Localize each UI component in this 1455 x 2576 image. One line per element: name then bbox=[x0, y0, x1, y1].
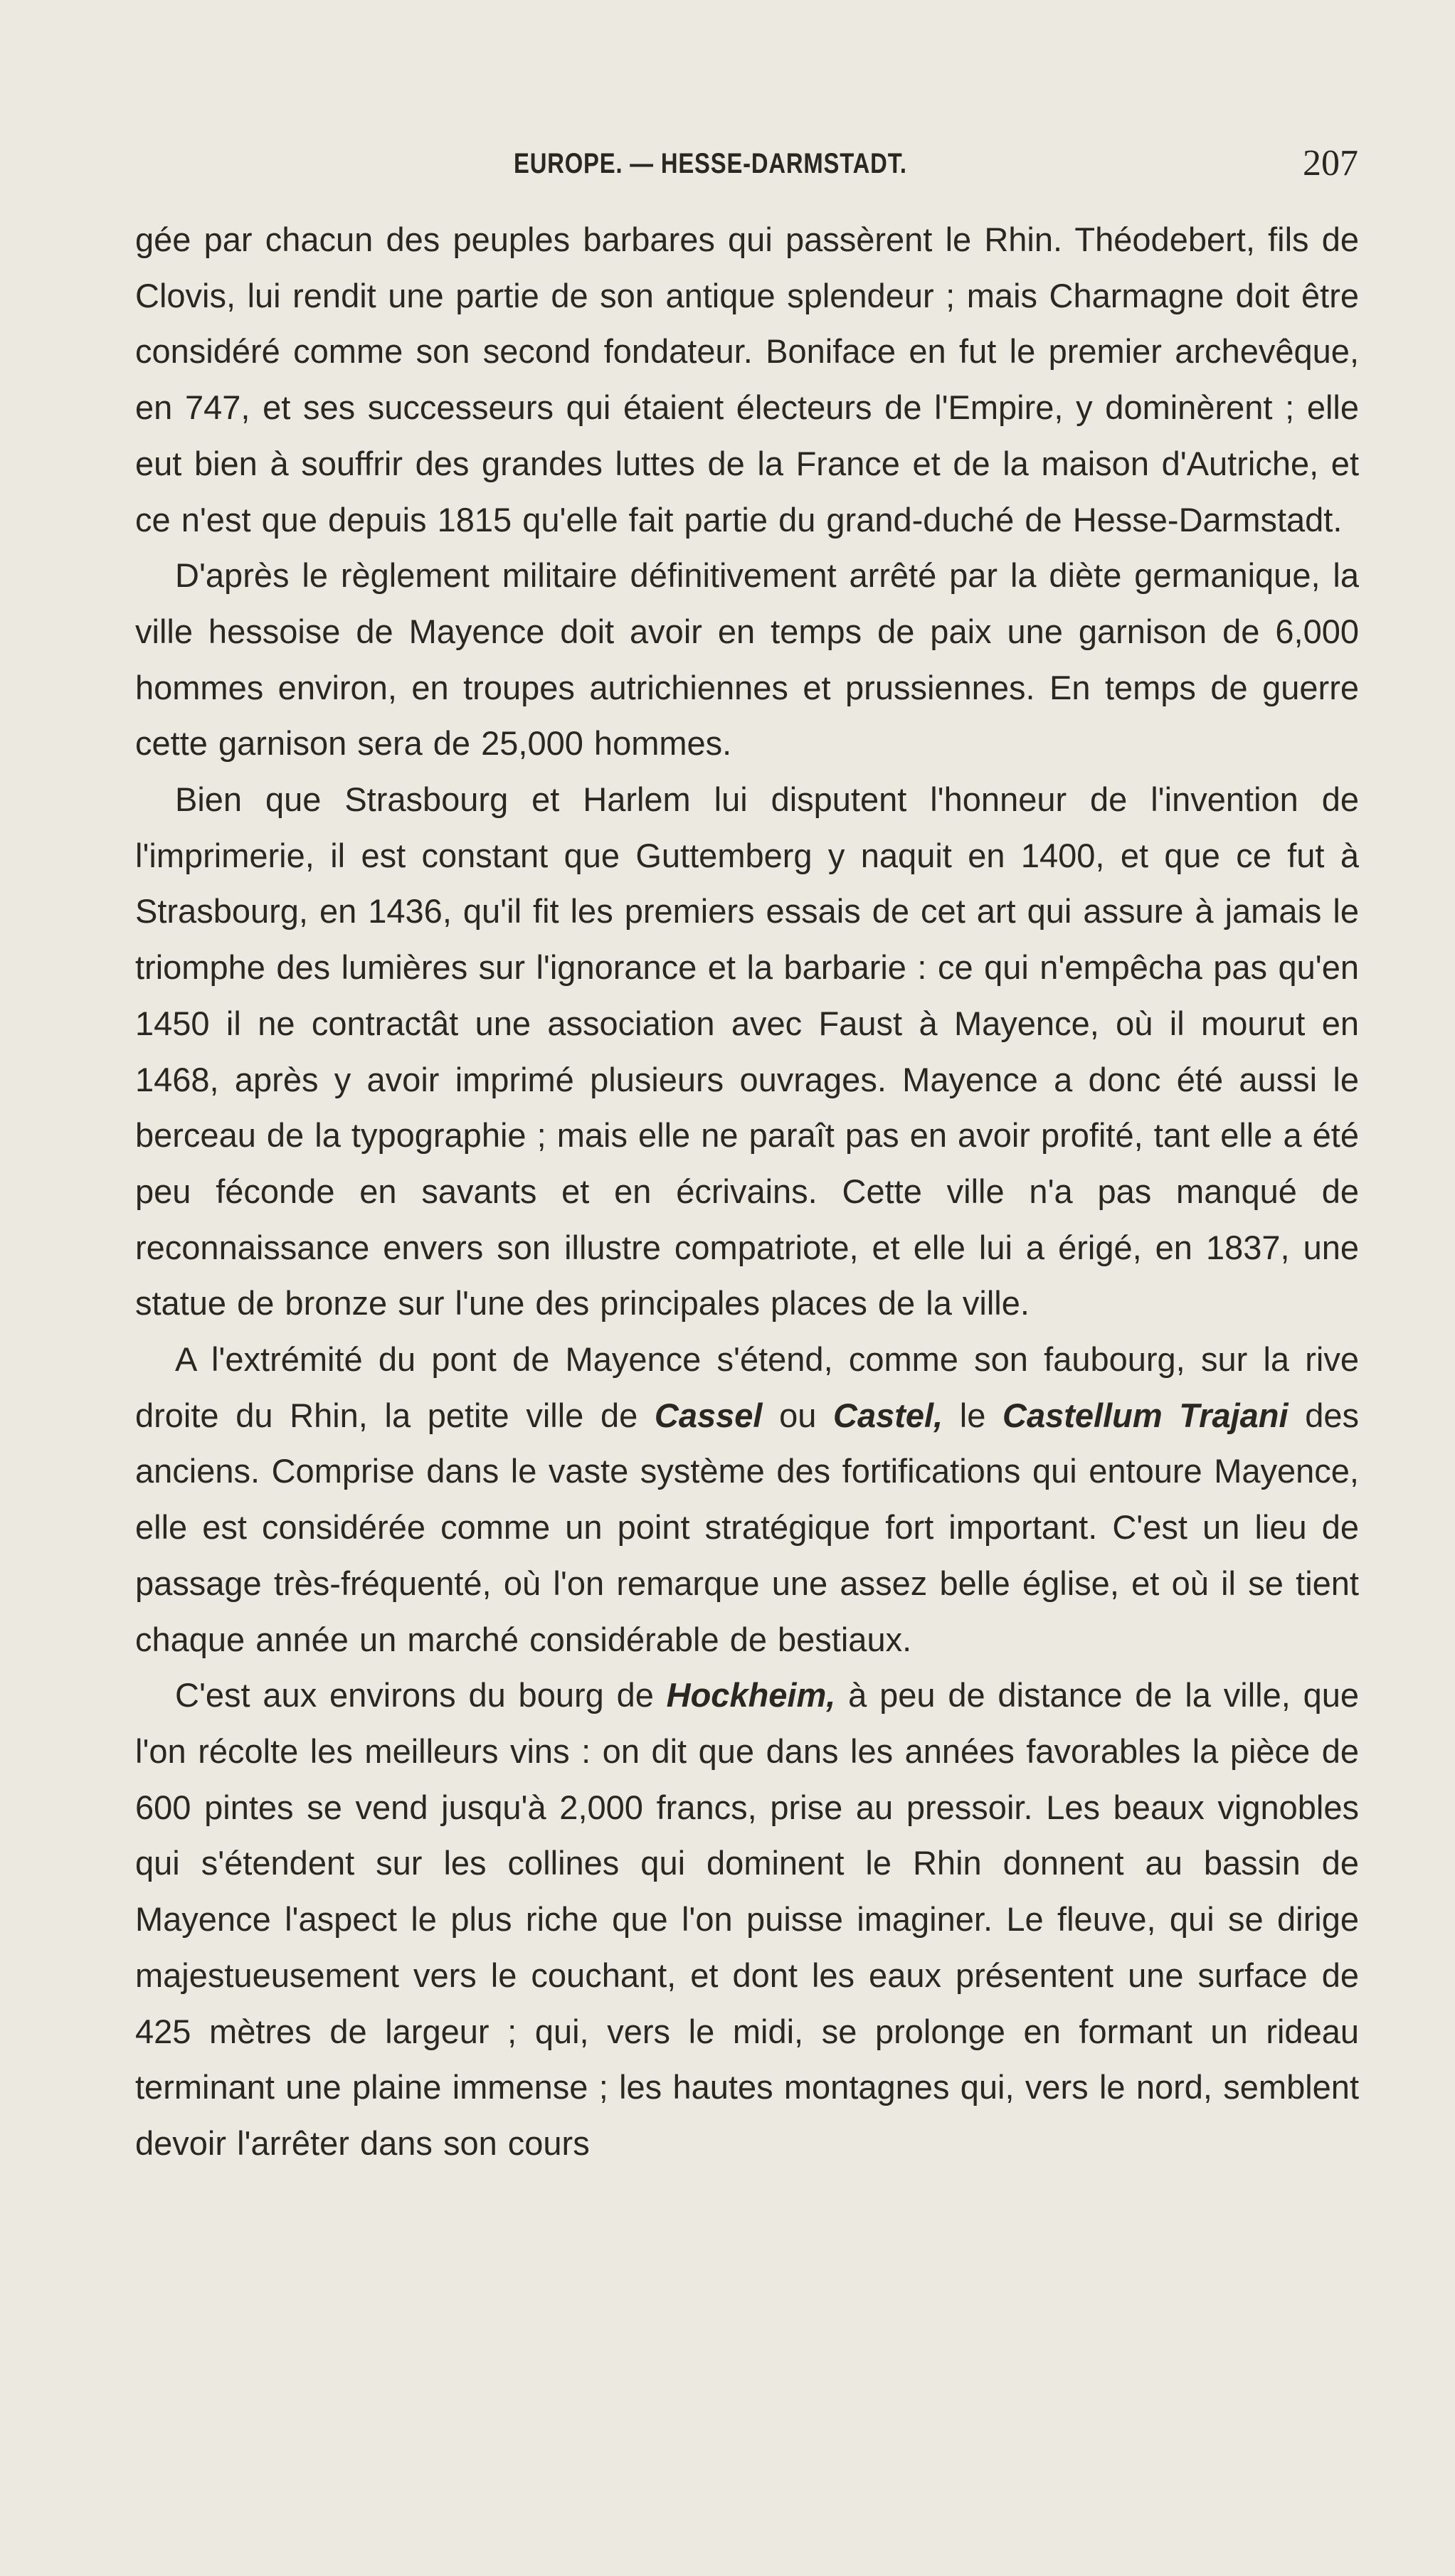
paragraph-3-text: Bien que Strasbourg et Harlem lui disputent l'honneur de l'invention de l'imprimerie, il est constant que Guttemberg y naquit en 1400, et que ce fut à Strasbourg, en 1436, qu'il fit les premiers essais de cet art qui assure à jamais le triomphe des lumières sur l'ignorance et la barbarie : ce qui n'empêcha pas qu'en 1450 il ne contractât une association avec Faust à Mayence, où il mourut en 1468, après y avoir imprimé plusieurs ouvrages. Mayence a donc été aussi le berceau de la typographie ; mais elle ne paraît pas en avoir profité, tant elle a été peu féconde en savants et en écrivains. Cette ville n'a pas manqué de reconnaissance envers son illustre compatriote, et elle lui a érigé, en 1837, une statue de bronze sur l'une des principales places de la ville. bbox=[135, 780, 1359, 1323]
paragraph-2-text: D'après le règlement militaire définitivement arrêté par la diète germanique, la ville hessoise de Mayence doit avoir en temps de paix une garnison de 6,000 hommes environ, en troupes autrichiennes et prussiennes. En temps de guerre cette garnison sera de 25,000 hommes. bbox=[135, 556, 1359, 763]
paragraph-4-text-a: A l'extrémité du pont de Mayence s'étend, comme son faubourg, sur la rive droite du Rhin, la petite ville de bbox=[135, 1340, 1359, 1434]
paragraph-5-text-b: à peu de distance de la ville, que l'on récolte les meilleurs vins : on dit que dans les années favorables la pièce de 600 pintes se vend jusqu'à 2,000 francs, prise au pressoir. Les beaux vignobles qui s'étendent sur les collines qui dominent le Rhin donnent au bassin de Mayence l'aspect le plus riche que l'on puisse imaginer. Le fleuve, qui se dirige majestueusement vers le couchant, et dont les eaux présentent une surface de 425 mètres de largeur ; qui, vers le midi, se prolonge en formant un rideau terminant une plaine immense ; les hautes montagnes qui, vers le nord, semblent devoir l'arrêter dans son cours bbox=[135, 1676, 1359, 2162]
running-title: EUROPE. — HESSE-DARMSTADT. bbox=[514, 148, 907, 179]
paragraph-1 bbox=[135, 212, 1359, 548]
paragraph-4-text-b: ou bbox=[762, 1396, 834, 1434]
paragraph-4-text-d: des anciens. Comprise dans le vaste système des fortifications qui entoure Mayence, elle est considérée comme un point stratégique fort important. C'est un lieu de passage très-fréquenté, où l'on remarque une assez belle église, et où il se tient chaque année un marché considérable de bestiaux. bbox=[135, 1396, 1359, 1658]
place-name-hockheim: Hockheim, bbox=[666, 1676, 836, 1714]
paragraph-5 bbox=[135, 1668, 1359, 2171]
paragraph-4 bbox=[135, 1332, 1359, 1668]
paragraph-5-text-a: C'est aux environs du bourg de bbox=[175, 1676, 667, 1714]
page-number: 207 bbox=[1303, 143, 1358, 184]
paragraph-2 bbox=[135, 548, 1359, 772]
body-text bbox=[135, 212, 1359, 2172]
place-name-cassel: Cassel bbox=[654, 1396, 763, 1434]
paragraph-3 bbox=[135, 772, 1359, 1332]
paragraph-4-text-c: le bbox=[943, 1396, 1003, 1434]
paragraph-1-text: gée par chacun des peuples barbares qui passèrent le Rhin. Théodebert, fils de Clovis, lui rendit une partie de son antique splendeur ; mais Charmagne doit être considéré comme son second fondateur. Boniface en fut le premier archevêque, en 747, et ses successeurs qui étaient électeurs de l'Empire, y dominèrent ; elle eut bien à souffrir des grandes luttes de la France et de la maison d'Autriche, et ce n'est que depuis 1815 qu'elle fait partie du grand-duché de Hesse-Darmstadt. bbox=[135, 221, 1359, 539]
place-name-castel: Castel, bbox=[833, 1396, 943, 1434]
place-name-castellum-trajani: Castellum Trajani bbox=[1002, 1396, 1289, 1434]
page-header bbox=[135, 139, 1358, 189]
